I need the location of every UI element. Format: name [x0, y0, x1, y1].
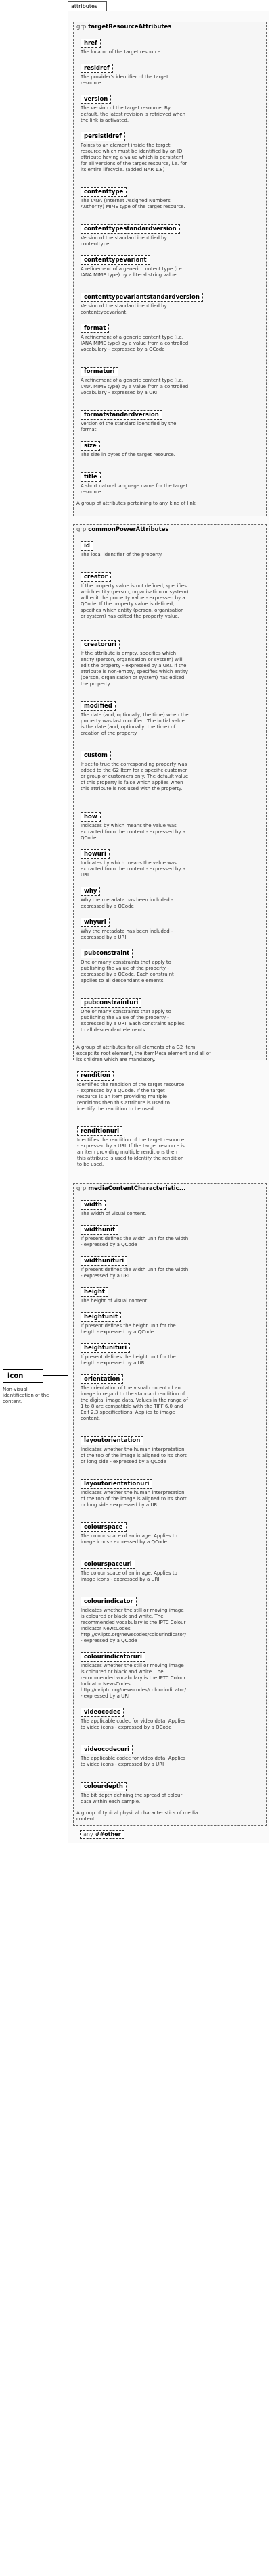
attribute-item [81, 994, 272, 1033]
attribute-description: If the attribute is empty, specifies which entity (person, organisation or system) will edit the property - expressed by a URI. If the attribute is non-empty, specifies which entity (person, organisation or system) has edited the property. [81, 651, 188, 687]
attribute-description: Identifies the rendition of the target resource - expressed by a URI. If the target resource is an item providing multiple renditions then this attribute is used to identify the rendition to be used. [77, 1137, 185, 1167]
attribute-item [81, 697, 272, 737]
attribute-description: If the property value is not defined, specifies which entity (person, organisation or system) will edit the property value - expressed by a QCode. If the property value is defined, specifies which entity (person, organisation or system) has edited the property value. [81, 583, 189, 619]
attribute-name[interactable]: modified [81, 701, 116, 711]
attribute-description: If present defines the height unit for the heigth - expressed by a URI [81, 1354, 176, 1366]
attribute-description: The colour space of an image. Applies to image icons - expressed by a URI [81, 1570, 177, 1582]
attribute-description: The version of the target resource. By default, the latest revision is retrieved when the link is activated. [81, 105, 186, 123]
attribute-description: The width of visual content. [81, 1211, 147, 1216]
attribute-item [81, 59, 272, 86]
attribute-name[interactable]: id [81, 541, 93, 551]
attribute-item [81, 568, 272, 620]
attribute-name[interactable]: custom [81, 751, 111, 760]
attribute-name[interactable]: rendition [77, 1071, 114, 1081]
attribute-item [81, 1339, 272, 1366]
attribute-item [81, 468, 272, 495]
attribute-item [81, 1283, 272, 1304]
attribute-item [77, 1067, 260, 1112]
any-prefix: any [83, 1831, 93, 1837]
attribute-item [81, 220, 272, 247]
standalone-attributes [77, 1067, 260, 1178]
attribute-item [81, 1556, 272, 1583]
attribute-item [81, 289, 272, 316]
attribute-description: Why the metadata has been included - expressed by a QCode [81, 897, 173, 909]
attribute-name[interactable]: heightunituri [81, 1343, 130, 1353]
attribute-name[interactable]: creator [81, 572, 111, 582]
attribute-item [81, 808, 272, 841]
attribute-description: A refinement of a generic content type (i.e. IANA MIME type) by a value from a controlled vocabulary - expressed by a URI [81, 378, 189, 395]
attribute-description: Indicates by which means the value was extracted from the content - expressed by a QCode [81, 823, 185, 841]
attribute-name[interactable]: height [81, 1287, 108, 1297]
attribute-item [81, 1704, 272, 1731]
attribute-name[interactable]: whyuri [81, 918, 110, 927]
attribute-item [81, 1475, 272, 1508]
attribute-item [81, 128, 272, 173]
attribute-item [81, 1196, 272, 1217]
attribute-item [81, 1778, 272, 1805]
group-title [76, 24, 171, 30]
attribute-item [81, 1221, 272, 1248]
attribute-name[interactable]: href [81, 39, 101, 48]
attribute-description: Version of the standard identified by contenttypevariant. [81, 303, 167, 315]
group-description: A group of attributes for all elements of a G2 Item except its root element, the itemMeta element and all of its children which are mandatory. [76, 1045, 211, 1062]
group-description: A group of typical physical characteristics of media content [76, 1810, 198, 1822]
attribute-name[interactable]: videocodecuri [81, 1745, 133, 1754]
attribute-name[interactable]: title [81, 472, 101, 482]
attribute-description: The provider's identifier of the target resource. [81, 74, 168, 86]
group-target-resource-attributes [73, 22, 267, 516]
attribute-description: One or many constraints that apply to publishing the value of the property - expressed by a QCode. Each constraint applies to all descendant elements. [81, 960, 174, 983]
attribute-description: Version of the standard identified by contenttype. [81, 235, 167, 247]
attribute-item [81, 406, 272, 433]
attribute-item [81, 914, 272, 941]
attribute-name[interactable]: pubconstraint [81, 949, 133, 958]
attribute-item [81, 945, 272, 984]
attribute-name[interactable]: colourindicator [81, 1597, 137, 1606]
attribute-name[interactable]: layoutorientationuri [81, 1479, 152, 1489]
attribute-name[interactable]: heightunit [81, 1312, 121, 1322]
attribute-description: Indicates by which means the value was extracted from the content - expressed by a URI [81, 860, 185, 878]
attribute-name[interactable]: videocodec [81, 1708, 124, 1717]
any-namespace: ##other [95, 1831, 121, 1837]
attribute-description: A refinement of a generic content type (i.e. IANA MIME type) by a value from a controlled vocabulary - expressed by a QCode [81, 335, 189, 352]
attribute-description: Identifies the rendition of the target resource - expressed by a QCode. If the target resource is an item providing multiple renditions then this attribute is used to identify the rendition to be used. [77, 1082, 185, 1112]
attribute-description: The bit depth defining the spread of colour data within each sample. [81, 1793, 183, 1804]
attribute-description: The locator of the target resource. [81, 49, 162, 55]
group-name: targetResourceAttributes [88, 24, 172, 30]
group-common-power-attributes [73, 524, 267, 1060]
attribute-name[interactable]: why [81, 887, 100, 896]
attribute-name[interactable]: colourindicatoruri [81, 1652, 145, 1662]
attribute-name[interactable]: residref [81, 64, 113, 73]
attributes-tab-label: attributes [71, 3, 98, 9]
attribute-item [81, 1308, 272, 1335]
attribute-item [81, 91, 272, 124]
attribute-item [81, 747, 272, 792]
attribute-item [81, 1741, 272, 1768]
attribute-item [81, 1252, 272, 1279]
attribute-name[interactable]: format [81, 324, 109, 333]
attribute-description: Indicates whether the still or moving image is coloured or black and white. The recommended vocabulary is the IPTC Colour Indicator NewsCodes http://cv.iptc.org/newscodes/colourindicator/ - expressed by a URI [81, 1663, 187, 1699]
group-media-content-characteristics [73, 1183, 267, 1826]
root-element-description: Non-visual identification of the content. [3, 1387, 49, 1404]
attribute-name[interactable]: widthunit [81, 1225, 118, 1235]
attribute-name[interactable]: colourspaceuri [81, 1560, 135, 1569]
attribute-description: Version of the standard identified by the format. [81, 421, 177, 432]
attribute-description: Indicates whether the human interpretation of the top of the image is aligned to its short or long side - expressed by a URI [81, 1490, 187, 1508]
attribute-name[interactable]: version [81, 95, 111, 104]
group-prefix: grp [76, 526, 87, 533]
attribute-item [81, 1370, 272, 1422]
attribute-name[interactable]: orientation [81, 1374, 123, 1384]
any-attribute-wildcard[interactable] [80, 1830, 124, 1839]
attribute-name[interactable]: layoutorientation [81, 1436, 143, 1445]
attributes-tab[interactable] [68, 1, 107, 11]
attribute-description: Why the metadata has been included - expressed by a URI. [81, 928, 173, 940]
attribute-description: One or many constraints that apply to publishing the value of the property - expressed by a URI. Each constraint applies to all descendant elements. [81, 1009, 185, 1033]
attribute-name[interactable]: formatstandardversion [81, 410, 162, 420]
attribute-name[interactable]: contenttypevariant [81, 255, 150, 265]
attribute-description: A short natural language name for the target resource. [81, 483, 188, 495]
attribute-name[interactable]: howuri [81, 849, 110, 859]
attribute-description: If present defines the width unit for the width - expressed by a URI [81, 1267, 189, 1279]
group-prefix: grp [76, 1185, 87, 1192]
attribute-item [81, 183, 272, 210]
attribute-description: The applicable codec for video data. Applies to video icons - expressed by a URI [81, 1756, 186, 1767]
attribute-description: The height of visual content. [81, 1298, 149, 1304]
attribute-item [81, 1593, 272, 1644]
attribute-item [81, 437, 272, 458]
attribute-name[interactable]: formaturi [81, 367, 118, 376]
attribute-description: The local identifier of the property. [81, 552, 163, 558]
attribute-item [81, 251, 272, 278]
group-name: mediaContentCharacteristic... [88, 1185, 186, 1192]
group-title [76, 1185, 185, 1192]
attribute-item [81, 636, 272, 687]
attribute-name[interactable]: colourspace [81, 1522, 127, 1532]
attribute-name[interactable]: colourdepth [81, 1782, 127, 1791]
attribute-item [81, 320, 272, 353]
attribute-item [81, 1432, 272, 1465]
attribute-description: The IANA (Internet Assigned Numbers Authority) MIME type of the target resource. [81, 198, 185, 209]
root-element-icon[interactable] [3, 1369, 43, 1383]
group-prefix: grp [76, 24, 87, 30]
attribute-name[interactable]: persistidref [81, 132, 125, 141]
attribute-item [81, 1648, 272, 1700]
attribute-description: If present defines the width unit for the width - expressed by a QCode [81, 1236, 189, 1247]
attribute-name[interactable]: widthunituri [81, 1256, 127, 1266]
attribute-description: Indicates whether the human interpretation of the top of the image is aligned to its short or long side - expressed by a QCode [81, 1447, 187, 1464]
attribute-description: The colour space of an image. Applies to image icons - expressed by a QCode [81, 1533, 177, 1545]
group-title [76, 526, 169, 533]
attribute-description: Points to an element inside the target resource which must be identified by an ID attribute having a value which is persistent for all versions of the target resource, i.e. for its entire lifecycle. (added NAR 1.8) [81, 143, 187, 172]
attribute-description: The applicable codec for video data. Applies to video icons - expressed by a QCode [81, 1718, 186, 1730]
attribute-item [77, 1122, 260, 1168]
attribute-name[interactable]: size [81, 441, 100, 451]
root-element-label: icon [7, 1372, 24, 1380]
attribute-description: If set to true the corresponding property was added to the G2 Item for a specific customer or group of customers only. The default value of this property is false which applies when this attribute is not used with the property. [81, 762, 189, 791]
attribute-name[interactable]: how [81, 812, 101, 822]
attribute-item [81, 883, 272, 910]
group-name: commonPowerAttributes [88, 526, 169, 533]
attribute-name[interactable]: creatoruri [81, 640, 120, 649]
attribute-name[interactable]: contenttypestandardversion [81, 224, 180, 234]
attribute-item [81, 845, 272, 878]
attribute-name[interactable]: pubconstrainturi [81, 998, 141, 1008]
attribute-item [81, 34, 272, 55]
attribute-item [81, 363, 272, 396]
attribute-item [81, 537, 272, 558]
group-description: A group of attributes pertaining to any kind of link [76, 501, 196, 506]
connector-line [43, 1375, 68, 1376]
attribute-name[interactable]: width [81, 1200, 106, 1210]
attribute-description: The date (and, optionally, the time) when the property was last modified. The initial value is the date (and, optionally, the time) of creation of the property. [81, 712, 189, 736]
attribute-description: A refinement of a generic content type (i.e. IANA MIME type) by a literal string value. [81, 266, 183, 278]
attribute-name[interactable]: renditionuri [77, 1126, 122, 1136]
attribute-name[interactable]: contenttype [81, 187, 127, 197]
attribute-description: Indicates whether the still or moving image is coloured or black and white. The recommended vocabulary is the IPTC Colour Indicator NewsCodes http://cv.iptc.org/newscodes/colourindicator/ - expressed by a QCode [81, 1608, 187, 1643]
attribute-description: The orientation of the visual content of an image in regard to the standard rendition of the digital image data. Values in the range of 1 to 8 are compatible with the TIFF 6.0 and Exif 2.3 specifications. Applies to image content. [81, 1385, 188, 1421]
attribute-description: The size in bytes of the target resource. [81, 452, 175, 457]
attribute-description: If present defines the height unit for the heigth - expressed by a QCode [81, 1323, 176, 1335]
attribute-item [81, 1518, 272, 1545]
attribute-name[interactable]: contenttypevariantstandardversion [81, 293, 203, 302]
